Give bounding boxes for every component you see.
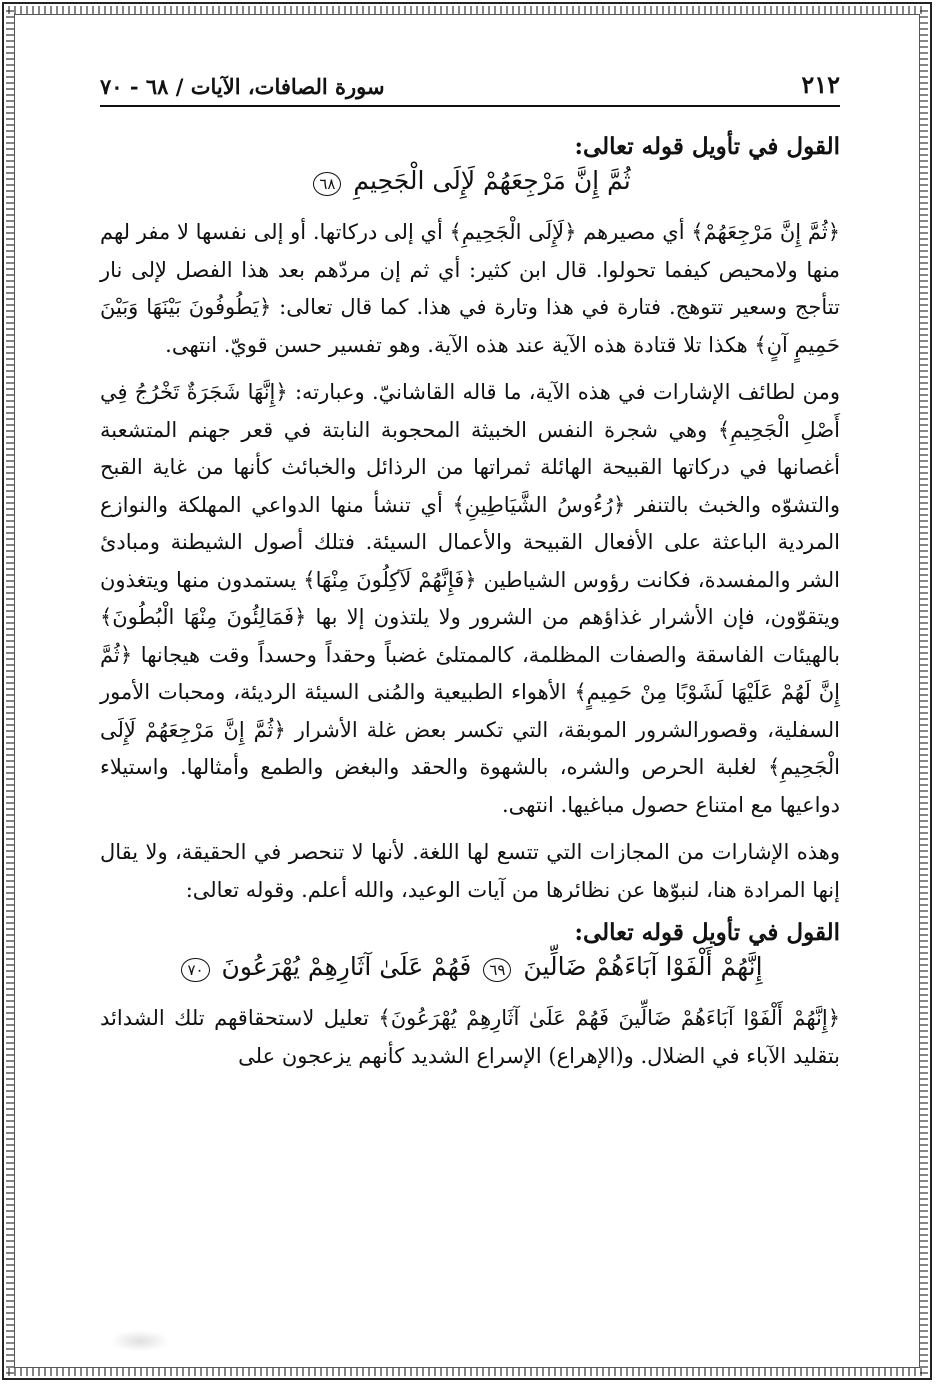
quran-verse [100,952,840,982]
commentary-paragraph: ومن لطائف الإشارات في هذه الآية، ما قاله القاشانيّ. وعبارته: ﴿إِنَّهَا شَجَرَةٌ تَخْرُجُ فِي أَصْلِ الْجَحِيمِ﴾ وهي شجرة النفس الخبيثة المحجوبة النابتة في قعر جهنم المتشعبة أغصانها في دركاتها القبيحة الهائلة ثمراتها من الرذائل والخبائث كأنها من غاية القبح والتشوّه والخبث بالتنفر ﴿رُءُوسُ الشَّيَاطِينِ﴾ أي تنشأ منها الدواعي المهلكة والنوازع المردية الباعثة على الأفعال القبيحة والأعمال السيئة. فتلك أصول الشيطنة ومبادئ الشر والمفسدة، فكانت رؤوس الشياطين ﴿فَإِنَّهُمْ لَآكِلُونَ مِنْهَا﴾ يستمدون منها ويتغذون ويتقوّون، فإن الأشرار غذاؤهم من الشرور ولا يلتذون إلا بها ﴿فَمَالِئُونَ مِنْهَا الْبُطُونَ﴾ بالهيئات الفاسقة والصفات المظلمة، كالممتلئ غضباً وحقداً وحسداً وقت هيجانها ﴿ثُمَّ إِنَّ لَهُمْ عَلَيْهَا لَشَوْبًا مِنْ حَمِيمٍ﴾ الأهواء الطبيعية والمُنى السيئة الرديئة، ومحبات الأمور السفلية، وقصورالشرور الموبقة، التي تكسر بعض غلة الأشرار ﴿ثُمَّ إِنَّ مَرْجِعَهُمْ لَإِلَى الْجَحِيمِ﴾ لغلبة الحرص والشره، بالشهوة والحقد والبغض والطمع وأمثالها. واستيلاء دواعيها مع امتناع حصول مباغيها. انتهى. [100,380,840,817]
surah-name: سورة الصافات، الآيات [190,74,385,99]
verse-number: ٦٨ [313,172,341,196]
verse-text: فَهُمْ عَلَىٰ آثَارِهِمْ يُهْرَعُونَ [221,952,472,981]
verse-text: ثُمَّ إِنَّ مَرْجِعَهُمْ لَإِلَى الْجَحِيمِ [353,166,631,195]
page-number: ٢١٢ [801,70,840,99]
scan-smudge [110,1330,170,1352]
running-title [100,74,385,99]
commentary-paragraph: ﴿إِنَّهُمْ أَلْفَوْا آبَاءَهُمْ ضَالِّينَ فَهُمْ عَلَىٰ آثَارِهِمْ يُهْرَعُونَ﴾ تعليل لاستحقاقهم تلك الشدائد بتقليد الآباء في الضلال. و(الإهراع) الإسراع الشديد كأنهم يزعجون على [100,1006,840,1068]
border-ornament-top [8,6,926,14]
section-heading: القول في تأويل قوله تعالى: [574,919,840,946]
commentary-paragraph: وهذه الإشارات من المجازات التي تتسع لها اللغة. لأنها لا تنحصر في الحقيقة، ولا يقال إنها المرادة هنا، لنبوّها عن نظائرها من آيات الوعيد، والله أعلم. وقوله تعالى: [100,840,840,902]
quran-verse [100,166,840,196]
section-heading: القول في تأويل قوله تعالى: [574,133,840,160]
verse-number: ٦٩ [483,958,511,982]
commentary-paragraph: ﴿ثُمَّ إِنَّ مَرْجِعَهُمْ﴾ أي مصيرهم ﴿لَإِلَى الْجَحِيمِ﴾ أي إلى دركاتها. أو إلى نفسها لا مفر لهم منها ولامحيص كيفما تحولوا. قال ابن كثير: أي ثم إن مردّهم بعد هذا الفصل لإلى نار تتأجج وسعير تتوهج. فتارة في هذا وتارة في هذا. كما قال تعالى: ﴿يَطُوفُونَ بَيْنَهَا وَبَيْنَ حَمِيمٍ آنٍ﴾ هكذا تلا قتادة هذه الآية عند هذه الآية. وهو تفسير حسن قويّ. انتهى. [100,220,840,357]
verse-number: ٧٠ [181,958,209,982]
border-ornament-left [6,8,14,1374]
title-separator: / [175,74,184,99]
border-ornament-right [920,8,928,1374]
running-head [100,70,840,107]
ayah-range: ٦٨ - ٧٠ [100,74,169,99]
page-content [100,70,840,1085]
border-ornament-bottom [8,1368,926,1376]
verse-text: إِنَّهُمْ أَلْفَوْا آبَاءَهُمْ ضَالِّينَ [523,952,763,981]
